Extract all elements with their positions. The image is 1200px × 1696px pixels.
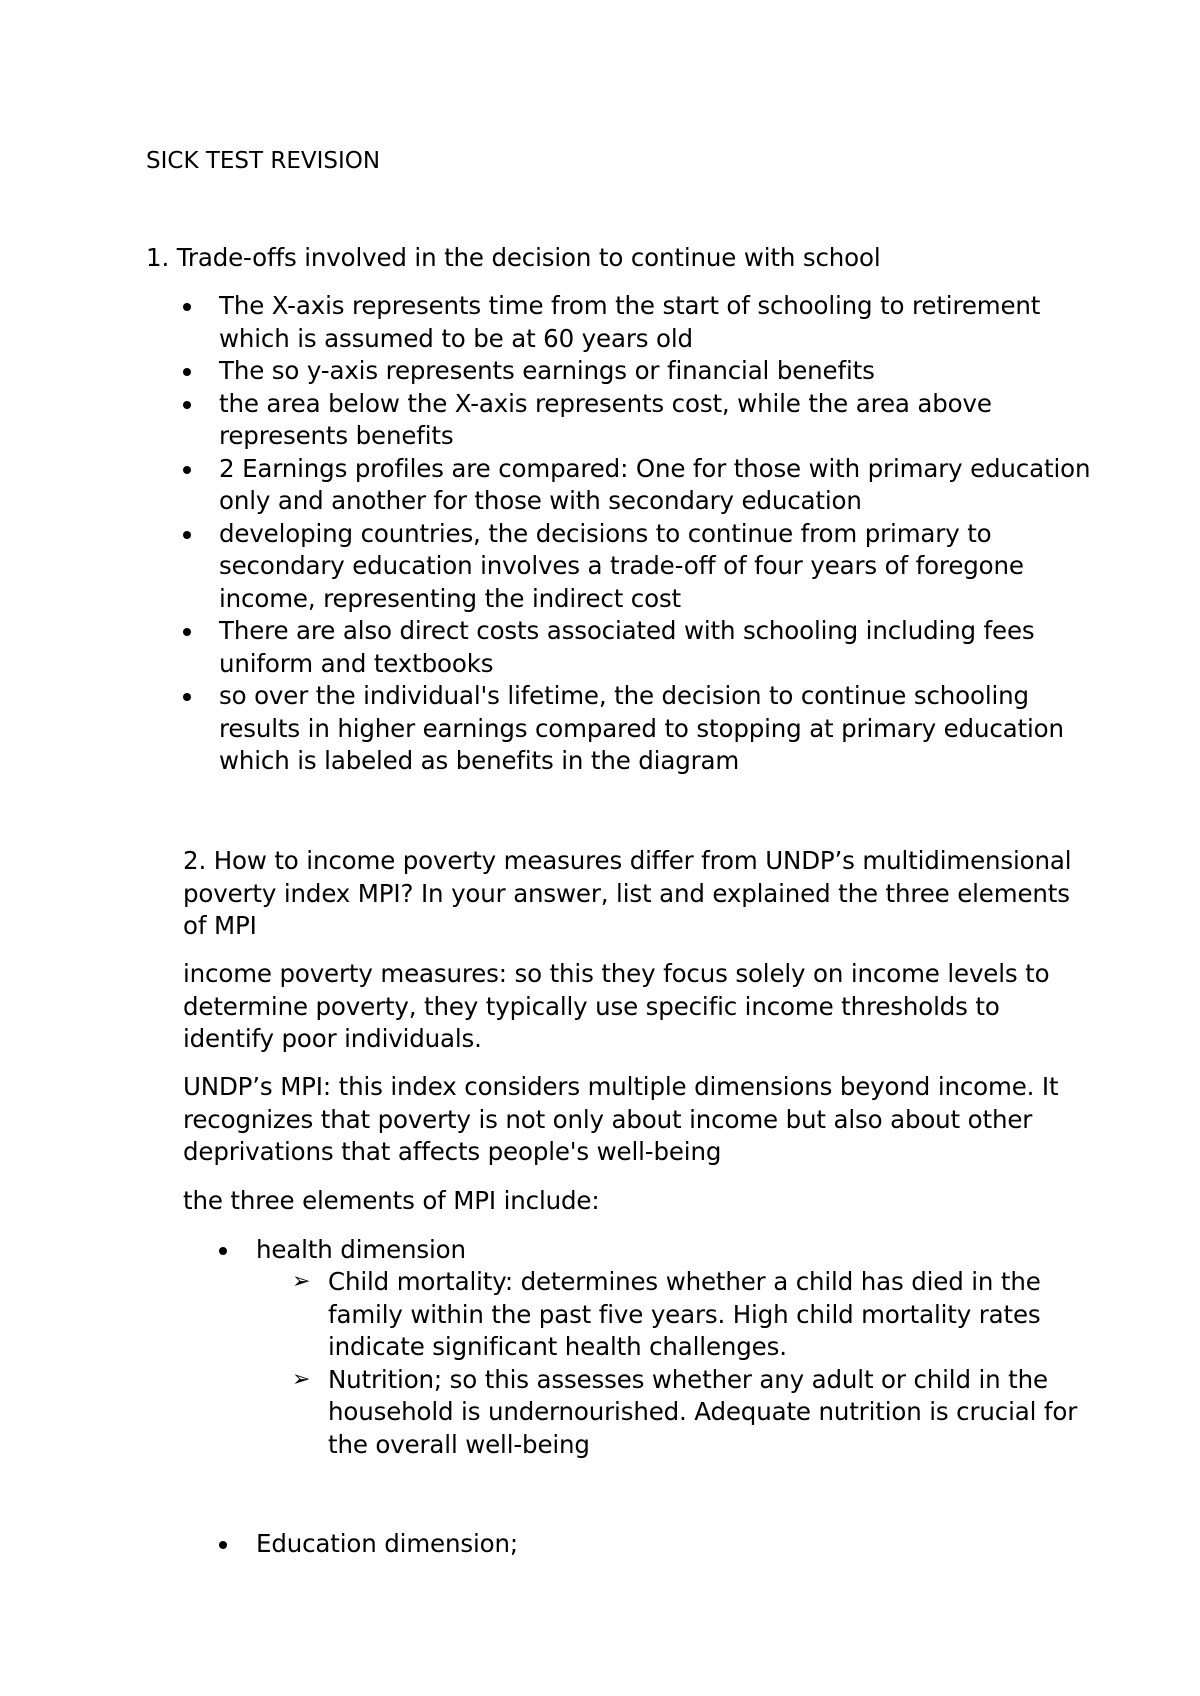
question-2-heading: 2. How to income poverty measures differ from UNDP’s multidimensional poverty index MPI? In your answer, list and explained the three elements of MPI	[183, 846, 1072, 940]
arrow-bullet-icon: ➢	[292, 1366, 311, 1392]
list-item: The so y-axis represents earnings or financial benefits	[0, 355, 1100, 388]
list-item: health dimension	[0, 1234, 1100, 1267]
list-item: the area below the X-axis represents cost, while the area above represents benefits	[0, 388, 1100, 453]
mpi-elements-intro: the three elements of MPI include:	[183, 1186, 600, 1215]
list-item: There are also direct costs associated with schooling including fees uniform and textbooks	[0, 615, 1100, 680]
income-poverty-paragraph: income poverty measures: so this they focus solely on income levels to determine poverty, they typically use specific income thresholds to identify poor individuals.	[183, 959, 1050, 1053]
list-item: so over the individual's lifetime, the decision to continue schooling results in higher earnings compared to stopping at primary education which is labeled as benefits in the diagram	[0, 680, 1100, 778]
arrow-bullet-icon: ➢	[292, 1269, 311, 1294]
question-1-heading: 1. Trade-offs involved in the decision to continue with school	[146, 243, 881, 272]
bullet-icon	[219, 1247, 227, 1255]
bullet-icon	[183, 628, 191, 636]
health-subitems-list	[0, 1266, 1100, 1461]
question-1-bullet-list	[0, 290, 1100, 778]
list-item: The X-axis represents time from the start of schooling to retirement which is assumed to be at 60 years old	[0, 290, 1100, 355]
bullet-icon	[183, 693, 191, 701]
bullet-icon	[183, 401, 191, 409]
bullet-icon	[183, 531, 191, 539]
list-item: developing countries, the decisions to continue from primary to secondary education involves a trade-off of four years of foregone income, representing the indirect cost	[0, 518, 1100, 616]
list-item: ➢ Child mortality: determines whether a child has died in the family within the past five years. High child mortality rates indicate significant health challenges.	[292, 1267, 1041, 1361]
health-dimension-list	[0, 1234, 1100, 1267]
education-dimension-list	[0, 1528, 1100, 1561]
list-item: Education dimension;	[0, 1528, 1100, 1561]
list-item: 2 Earnings profiles are compared: One for those with primary education only and another for those with secondary education	[0, 453, 1100, 518]
list-item: ➢ Nutrition; so this assesses whether any adult or child in the household is undernourished. Adequate nutrition is crucial for the overall well-being	[292, 1364, 1078, 1459]
mpi-paragraph: UNDP’s MPI: this index considers multiple dimensions beyond income. It recognizes that poverty is not only about income but also about other deprivations that affects people's well-being	[183, 1072, 1059, 1166]
bullet-icon	[219, 1541, 227, 1549]
bullet-icon	[183, 368, 191, 376]
bullet-icon	[183, 466, 191, 474]
document-title: SICK TEST REVISION	[146, 148, 381, 174]
bullet-icon	[183, 303, 191, 311]
